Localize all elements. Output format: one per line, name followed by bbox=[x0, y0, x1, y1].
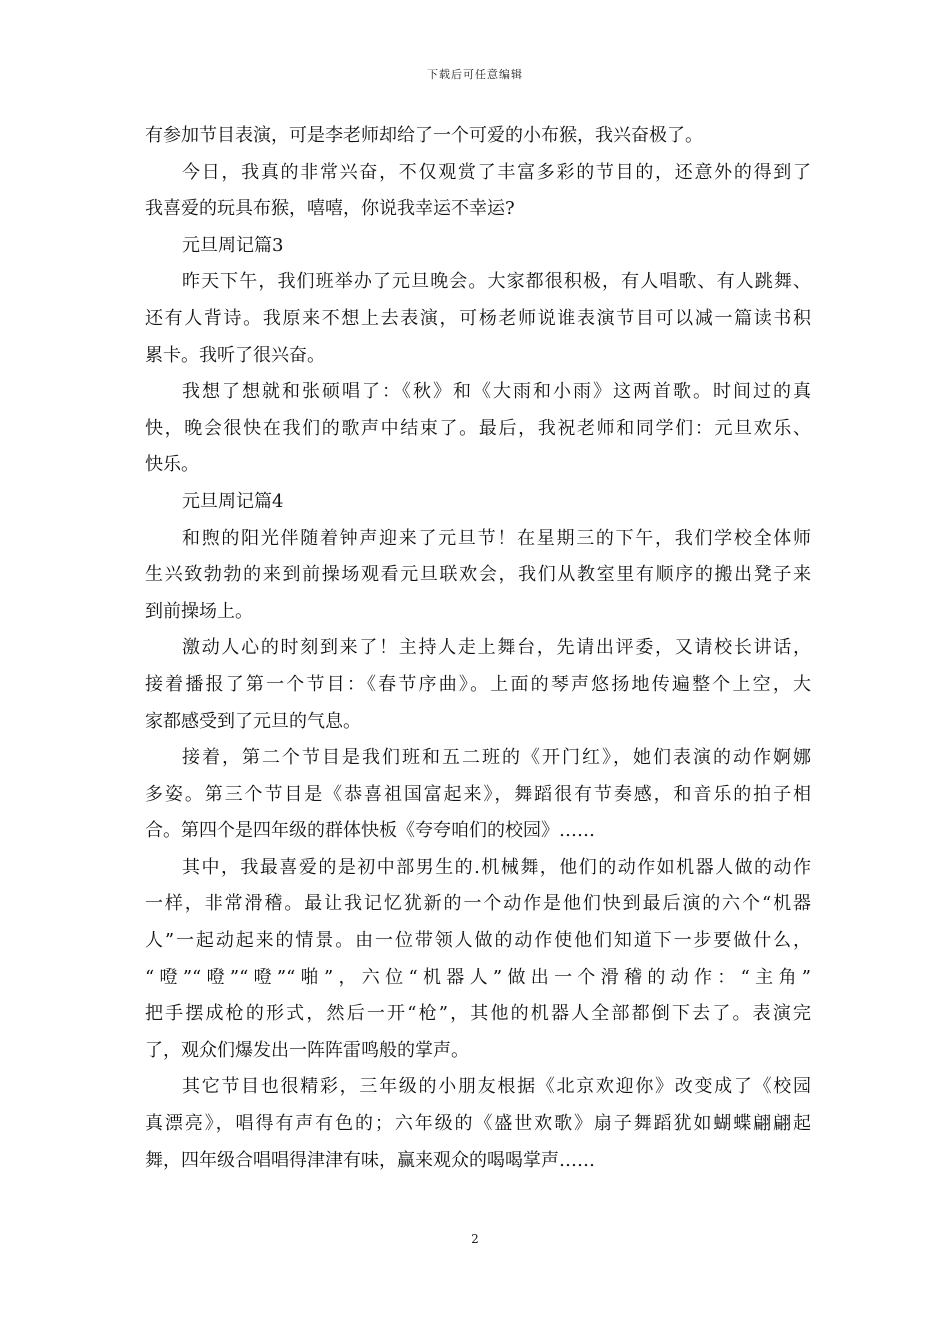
text-line: 了，观众们爆发出一阵阵雷鸣般的掌声。 bbox=[145, 1039, 469, 1061]
text-line: 生兴致勃勃的来到前操场观看元旦联欢会，我们从教室里有顺序的搬出凳子来 bbox=[145, 564, 811, 586]
text-line: 昨天下午，我们班举办了元旦晚会。大家都很积极，有人唱歌、有人跳舞、 bbox=[182, 271, 811, 293]
text-line: 快，晚会很快在我们的歌声中结束了。最后，我祝老师和同学们：元旦欢乐、 bbox=[145, 417, 811, 439]
text-line: 今日，我真的非常兴奋，不仅观赏了丰富多彩的节目的，还意外的得到了 bbox=[182, 161, 811, 183]
text-line: 真漂亮》，唱得有声有色的；六年级的《盛世欢歌》扇子舞蹈犹如蝴蝶翩翩起 bbox=[145, 1113, 811, 1135]
text-line: 还有人背诗。我原来不想上去表演，可杨老师说谁表演节目可以减一篇读书积 bbox=[145, 307, 811, 329]
text-line: 快乐。 bbox=[145, 454, 199, 476]
text-line: 我想了想就和张硕唱了：《秋》和《大雨和小雨》这两首歌。时间过的真 bbox=[182, 381, 811, 403]
text-line: “噔”“噔”“噔”“啪”，六位“机器人”做出一个滑稽的动作：“主角” bbox=[145, 966, 811, 988]
text-line: 舞，四年级合唱唱得津津有味，赢来观众的喝喝掌声…… bbox=[145, 1149, 595, 1171]
text-line: 激动人心的时刻到来了！主持人走上舞台，先请出评委，又请校长讲话， bbox=[182, 637, 811, 659]
text-line: 把手摆成枪的形式，然后一开“枪”，其他的机器人全部都倒下去了。表演完 bbox=[145, 1003, 811, 1025]
document-body bbox=[145, 118, 811, 1179]
text-line: 接着播报了第一个节目：《春节序曲》。上面的琴声悠扬地传遍整个上空，大 bbox=[145, 673, 811, 695]
text-line: 家都感受到了元旦的气息。 bbox=[145, 710, 361, 732]
text-line: 一样，非常滑稽。最让我记忆犹新的一个动作是他们快到最后演的六个“机器 bbox=[145, 893, 811, 915]
text-line: 到前操场上。 bbox=[145, 600, 253, 622]
page-header: 下载后可任意编辑 bbox=[427, 68, 523, 81]
text-line: 其中，我最喜爱的是初中部男生的.机械舞，他们的动作如机器人做的动作 bbox=[182, 856, 811, 878]
text-line: 有参加节目表演，可是李老师却给了一个可爱的小布猴，我兴奋极了。 bbox=[145, 125, 703, 146]
text-line: 人”一起动起来的情景。由一位带领人做的动作使他们知道下一步要做什么， bbox=[145, 930, 811, 952]
text-line: 我喜爱的玩具布猴，嘻嘻，你说我幸运不幸运? bbox=[145, 198, 515, 220]
text-line: 其它节目也很精彩，三年级的小朋友根据《北京欢迎你》改变成了《校园 bbox=[182, 1076, 811, 1098]
text-line: 累卡。我听了很兴奋。 bbox=[145, 344, 325, 366]
text-line: 和煦的阳光伴随着钟声迎来了元旦节！在星期三的下午，我们学校全体师 bbox=[182, 527, 811, 549]
section-heading: 元旦周记篇3 bbox=[182, 234, 284, 256]
text-line: 接着，第二个节目是我们班和五二班的《开门红》，她们表演的动作婀娜 bbox=[182, 747, 811, 769]
text-line: 合。第四个是四年级的群体快板《夸夸咱们的校园》…… bbox=[145, 820, 595, 842]
text-line: 多姿。第三个节目是《恭喜祖国富起来》，舞蹈很有节奏感，和音乐的拍子相 bbox=[145, 783, 811, 805]
section-heading: 元旦周记篇4 bbox=[182, 490, 284, 512]
page-number: 2 bbox=[471, 1232, 479, 1246]
